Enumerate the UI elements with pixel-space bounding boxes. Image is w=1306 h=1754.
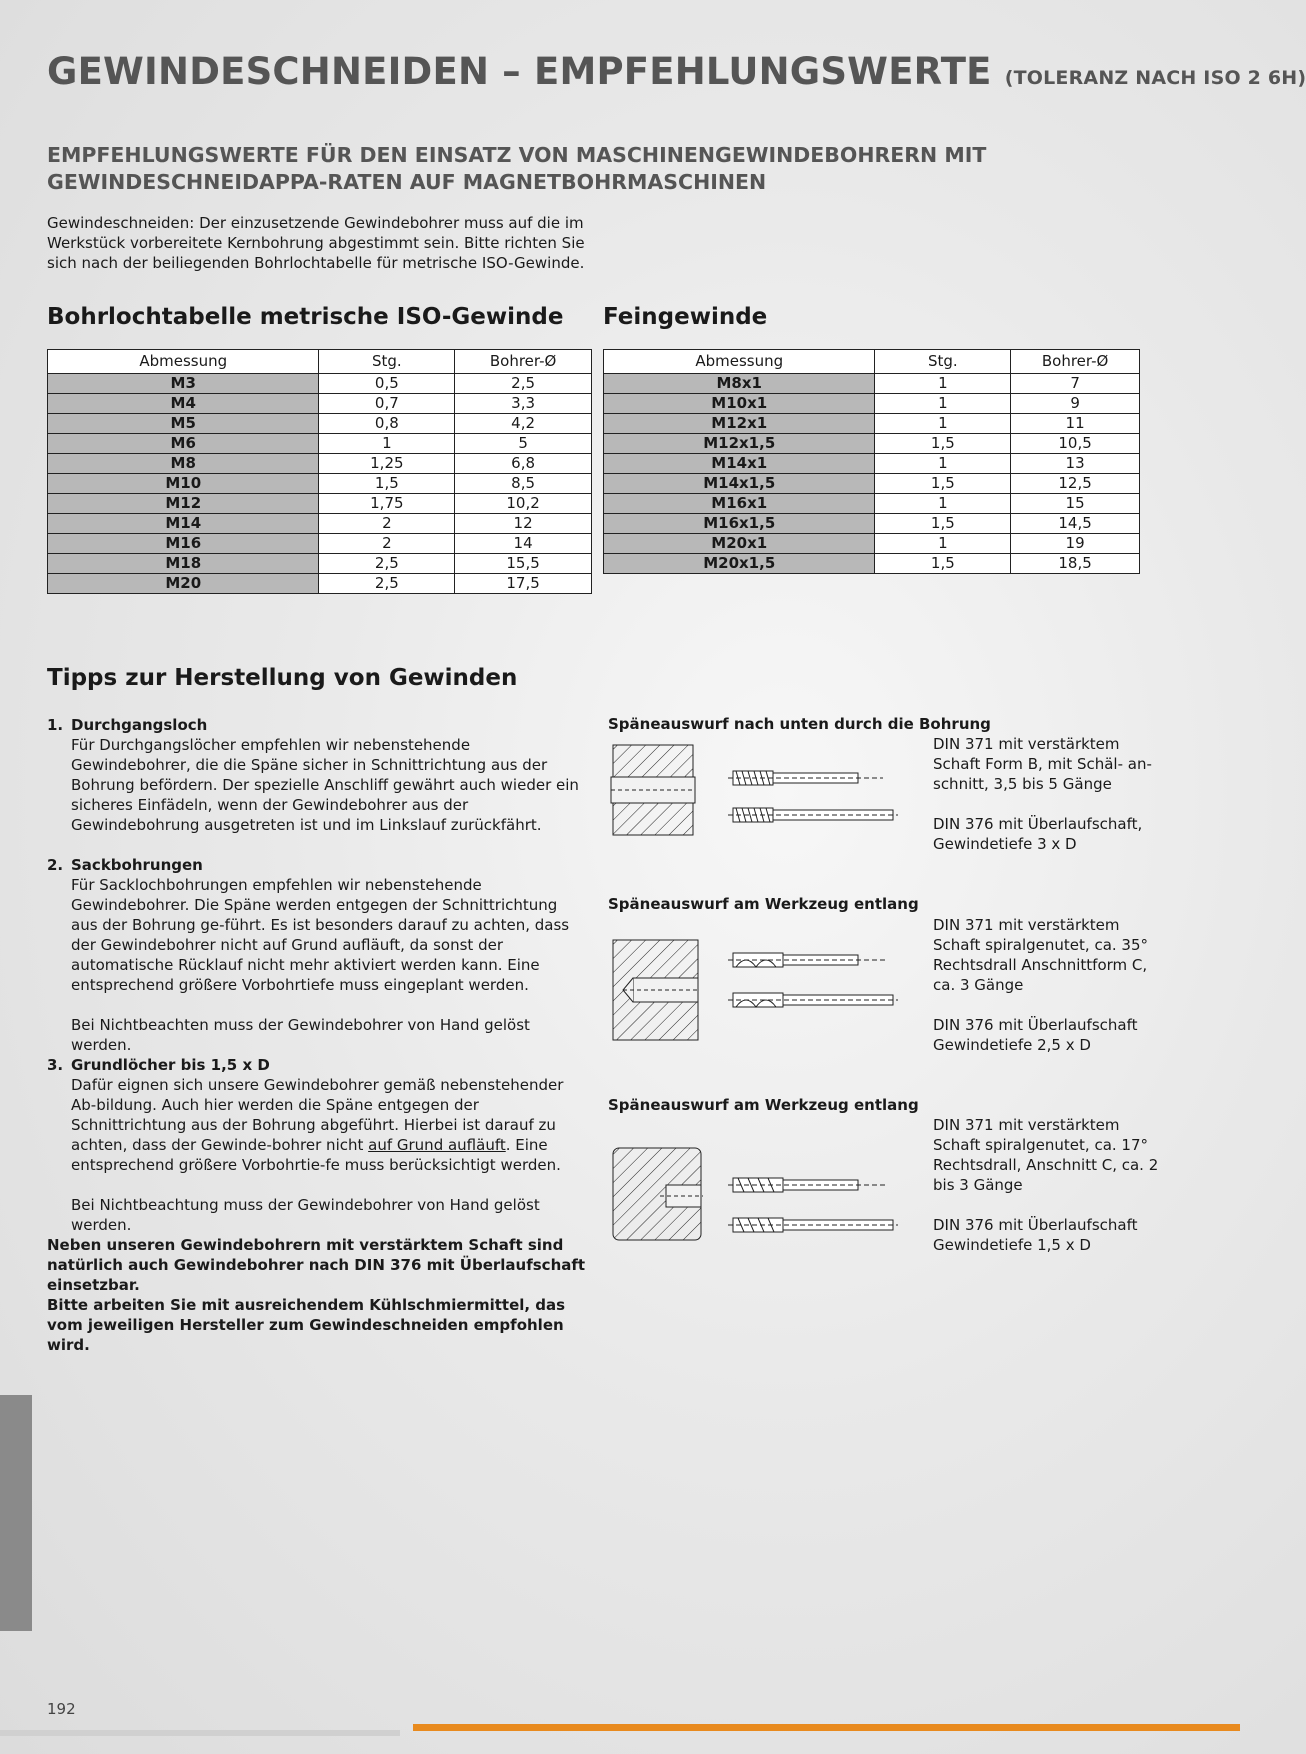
- diagram-heading-1: Späneauswurf nach unten durch die Bohrung: [608, 715, 991, 733]
- cell-drill-diameter: 15: [1011, 494, 1140, 514]
- table-row: [48, 414, 592, 434]
- cell-drill-diameter: 14,5: [1011, 514, 1140, 534]
- cell-pitch: 2,5: [319, 554, 455, 574]
- cell-dimension: M12x1: [604, 414, 875, 434]
- tip-text-part: . Eine entsprechend größere Vorbohrtie-fe muss berücksichtigt werden.: [71, 1136, 561, 1174]
- tip-text: Für Durchgangslöcher empfehlen wir nebenstehende Gewindebohrer, die die Späne sicher in Schnittrichtung aus der Bohrung befördern. Der spezielle Anschliff gewährt auch wieder ein sicheres Einfädeln, wenn der Gewindebohrer aus der Gewindebohrung ausgetreten ist und im Linkslauf zurückfährt.: [71, 736, 579, 834]
- table-row: [604, 474, 1140, 494]
- tip-title: Durchgangsloch: [71, 716, 208, 734]
- cell-pitch: 1: [875, 374, 1011, 394]
- table-row: [604, 414, 1140, 434]
- bottom-hole-tap-diagram: [608, 1145, 928, 1245]
- table-row: [604, 454, 1140, 474]
- tip-number: 3.: [47, 1056, 64, 1074]
- table-row: [604, 374, 1140, 394]
- page-title-main: GEWINDESCHNEIDEN – EMPFEHLUNGSWERTE: [47, 50, 992, 93]
- table-row: [48, 574, 592, 594]
- tip-text: Für Sacklochbohrungen empfehlen wir nebenstehende Gewindebohrer. Die Späne werden entgegen der Schnittrichtung aus der Bohrung ge-führt. Es ist besonders darauf zu achten, dass der Gewindebohrer nicht auf Grund aufläuft, da sonst der automatische Rücklauf nicht mehr aktiviert werden kann. Eine entsprechend größere Vorbohrtiefe muss eingeplant werden.: [71, 876, 570, 994]
- cell-drill-diameter: 15,5: [455, 554, 592, 574]
- cell-pitch: 1,75: [319, 494, 455, 514]
- table-row: [48, 394, 592, 414]
- diagram-description-3: [933, 1115, 1163, 1275]
- cell-drill-diameter: 7: [1011, 374, 1140, 394]
- diagram-description-1: [933, 734, 1163, 874]
- cell-pitch: 0,8: [319, 414, 455, 434]
- cell-pitch: 1,5: [875, 434, 1011, 454]
- tip-text-note: Bei Nichtbeachtung muss der Gewindebohrer von Hand gelöst werden.: [71, 1196, 540, 1234]
- blind-hole-tap-diagram: [608, 935, 928, 1045]
- note-coolant: Bitte arbeiten Sie mit ausreichendem Kühlschmiermittel, das vom jeweiligen Hersteller zum Gewindeschneiden empfohlen wird.: [47, 1296, 566, 1354]
- diagram-desc-din376: DIN 376 mit Überlaufschaft Gewindetiefe 2,5 x D: [933, 1016, 1138, 1054]
- column-header: Abmessung: [48, 350, 319, 374]
- cell-drill-diameter: 13: [1011, 454, 1140, 474]
- cell-pitch: 1,5: [875, 554, 1011, 574]
- through-hole-tap-diagram: [608, 740, 928, 840]
- column-header: Bohrer-Ø: [455, 350, 592, 374]
- column-header: Stg.: [319, 350, 455, 374]
- cell-drill-diameter: 12,5: [1011, 474, 1140, 494]
- table-row: [48, 374, 592, 394]
- tip-text-part: Dafür eignen sich unsere Gewindebohrer gemäß nebenstehender Ab-bildung. Auch hier werden die Späne entgegen der Schnittrichtung aus der Bohrung abgeführt. Hierbei ist darauf zu achten, dass der Gewinde-bohrer nicht: [71, 1076, 564, 1154]
- table-header-row: [48, 350, 592, 374]
- cell-drill-diameter: 3,3: [455, 394, 592, 414]
- footer-bar-accent: [413, 1724, 1240, 1731]
- cell-dimension: M20: [48, 574, 319, 594]
- note-din376: Neben unseren Gewindebohrern mit verstärktem Schaft sind natürlich auch Gewindebohrer nach DIN 376 mit Überlaufschaft einsetzbar.: [47, 1236, 586, 1294]
- cell-dimension: M8x1: [604, 374, 875, 394]
- cell-pitch: 1: [875, 414, 1011, 434]
- tip-item-3: [47, 1055, 587, 1235]
- table-row: [48, 454, 592, 474]
- cell-drill-diameter: 4,2: [455, 414, 592, 434]
- cell-pitch: 1,5: [875, 474, 1011, 494]
- cell-dimension: M12x1,5: [604, 434, 875, 454]
- cell-dimension: M10x1: [604, 394, 875, 414]
- tip-number: 1.: [47, 716, 64, 734]
- cell-pitch: 1: [875, 454, 1011, 474]
- cell-dimension: M14x1: [604, 454, 875, 474]
- table-row: [48, 534, 592, 554]
- cell-drill-diameter: 14: [455, 534, 592, 554]
- tip-item-1: [47, 715, 587, 835]
- table-row: [48, 554, 592, 574]
- tip-text-underlined: auf Grund aufläuft: [368, 1136, 506, 1154]
- table-row: [48, 494, 592, 514]
- chapter-side-tab: [0, 1395, 32, 1631]
- diagram-desc-din376: DIN 376 mit Überlaufschaft, Gewindetiefe 3 x D: [933, 815, 1143, 853]
- table-row: [604, 494, 1140, 514]
- cell-dimension: M16x1: [604, 494, 875, 514]
- page-title-subtitle: (TOLERANZ NACH ISO 2 6H): [1004, 67, 1306, 89]
- table-row: [48, 474, 592, 494]
- page-number: 192: [47, 1700, 76, 1718]
- diagram-desc-din371: DIN 371 mit verstärktem Schaft spiralgenutet, ca. 17° Rechtsdrall, Anschnitt C, ca. 2 bis 3 Gänge: [933, 1116, 1159, 1194]
- tip-text-note: Bei Nichtbeachten muss der Gewindebohrer von Hand gelöst werden.: [71, 1016, 530, 1054]
- cell-drill-diameter: 6,8: [455, 454, 592, 474]
- section-title: EMPFEHLUNGSWERTE FÜR DEN EINSATZ VON MASCHINENGEWINDEBOHRERN MIT GEWINDESCHNEIDAPPA-RATEN AUF MAGNETBOHRMASCHINEN: [47, 143, 987, 194]
- cell-drill-diameter: 11: [1011, 414, 1140, 434]
- diagram-heading-3: Späneauswurf am Werkzeug entlang: [608, 1096, 919, 1114]
- table-row: [604, 534, 1140, 554]
- tips-title: Tipps zur Herstellung von Gewinden: [47, 665, 518, 691]
- cell-dimension: M20x1,5: [604, 554, 875, 574]
- table-row: [604, 514, 1140, 534]
- column-header: Stg.: [875, 350, 1011, 374]
- iso-thread-table: [47, 349, 592, 594]
- cell-drill-diameter: 2,5: [455, 374, 592, 394]
- cell-pitch: 2: [319, 514, 455, 534]
- cell-dimension: M16: [48, 534, 319, 554]
- cell-dimension: M10: [48, 474, 319, 494]
- diagram-desc-din371: DIN 371 mit verstärktem Schaft spiralgenutet, ca. 35° Rechtsdrall Anschnittform C, ca. 3 Gänge: [933, 916, 1149, 994]
- cell-pitch: 1: [875, 494, 1011, 514]
- tip-title: Grundlöcher bis 1,5 x D: [71, 1056, 270, 1074]
- cell-dimension: M20x1: [604, 534, 875, 554]
- table-row: [604, 554, 1140, 574]
- tip-text: [71, 1075, 587, 1175]
- cell-dimension: M4: [48, 394, 319, 414]
- cell-drill-diameter: 12: [455, 514, 592, 534]
- page-title: [47, 50, 1306, 93]
- table-header-row: [604, 350, 1140, 374]
- cell-pitch: 1,5: [875, 514, 1011, 534]
- fine-thread-table: [603, 349, 1140, 574]
- cell-pitch: 1: [875, 534, 1011, 554]
- table-row: [48, 514, 592, 534]
- diagram-description-2: [933, 915, 1163, 1075]
- cell-dimension: M14x1,5: [604, 474, 875, 494]
- cell-dimension: M6: [48, 434, 319, 454]
- cell-pitch: 1: [875, 394, 1011, 414]
- cell-drill-diameter: 18,5: [1011, 554, 1140, 574]
- tip-number: 2.: [47, 856, 64, 874]
- cell-pitch: 0,7: [319, 394, 455, 414]
- cell-drill-diameter: 17,5: [455, 574, 592, 594]
- cell-pitch: 1,25: [319, 454, 455, 474]
- intro-text: Gewindeschneiden: Der einzusetzende Gewindebohrer muss auf die im Werkstück vorbereitete Kernbohrung abgestimmt sein. Bitte richten Sie sich nach der beiliegenden Bohrlochtabelle für metrische ISO-Gewinde.: [47, 214, 585, 272]
- tip-item-2: [47, 855, 587, 1055]
- diagram-desc-din376: DIN 376 mit Überlaufschaft Gewindetiefe 1,5 x D: [933, 1216, 1138, 1254]
- cell-drill-diameter: 8,5: [455, 474, 592, 494]
- cell-dimension: M14: [48, 514, 319, 534]
- footer-bar-gray: [0, 1730, 400, 1736]
- cell-dimension: M8: [48, 454, 319, 474]
- cell-dimension: M3: [48, 374, 319, 394]
- tip-title: Sackbohrungen: [71, 856, 203, 874]
- table-row: [48, 434, 592, 454]
- table-row: [604, 394, 1140, 414]
- cell-drill-diameter: 9: [1011, 394, 1140, 414]
- cell-dimension: M16x1,5: [604, 514, 875, 534]
- table-row: [604, 434, 1140, 454]
- iso-table-heading: Bohrlochtabelle metrische ISO-Gewinde: [47, 304, 564, 330]
- column-header: Bohrer-Ø: [1011, 350, 1140, 374]
- diagram-heading-2: Späneauswurf am Werkzeug entlang: [608, 895, 919, 913]
- cell-pitch: 0,5: [319, 374, 455, 394]
- cell-pitch: 1,5: [319, 474, 455, 494]
- diagram-desc-din371: DIN 371 mit verstärktem Schaft Form B, mit Schäl- an-schnitt, 3,5 bis 5 Gänge: [933, 735, 1152, 793]
- cell-dimension: M5: [48, 414, 319, 434]
- fine-table-heading: Feingewinde: [603, 304, 768, 330]
- cell-drill-diameter: 10,5: [1011, 434, 1140, 454]
- cell-pitch: 1: [319, 434, 455, 454]
- cell-drill-diameter: 5: [455, 434, 592, 454]
- cell-drill-diameter: 19: [1011, 534, 1140, 554]
- column-header: Abmessung: [604, 350, 875, 374]
- cell-pitch: 2,5: [319, 574, 455, 594]
- cell-dimension: M18: [48, 554, 319, 574]
- cell-drill-diameter: 10,2: [455, 494, 592, 514]
- cell-dimension: M12: [48, 494, 319, 514]
- cell-pitch: 2: [319, 534, 455, 554]
